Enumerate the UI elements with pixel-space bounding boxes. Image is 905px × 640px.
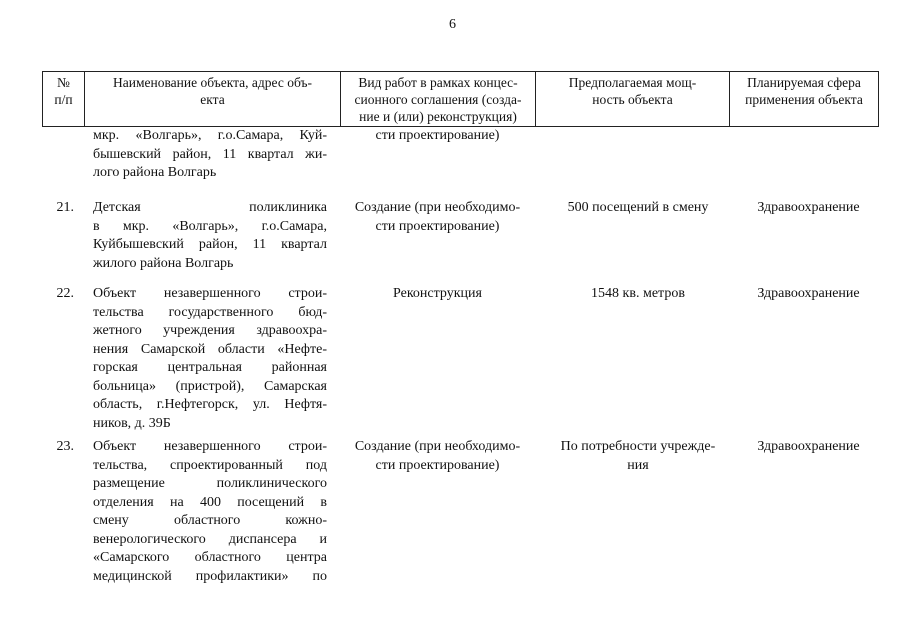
row-21-capacity: 500 посещений в смену [567, 200, 709, 215]
row-23-sphere: Здравоохранение [757, 439, 860, 454]
row-21-number: 21. [56, 200, 74, 215]
row-21-work: Создание (при необходимо- сти проектирование) [354, 200, 521, 234]
row-continuation-work: сти проектирование) [375, 128, 500, 143]
header-name: Наименование объекта, адрес объ- екта [84, 72, 340, 126]
row-22-name: Объект незавершенного строи- тельства государственного бюд- жетного учреждения здравоохра- нения Самарской области «Нефте- горская центральная районная больница» (пристрой), Самарская область, г.Нефтегорск, ул. Нефтя- ников, д. 39Б [93, 286, 327, 431]
row-22-work: Реконструкция [393, 286, 482, 301]
table-header [42, 71, 879, 127]
row-23-name: Объект незавершенного строи- тельства, спроектированный под размещение поликлинического отделения на 400 посещений в смену областного кожно- венерологического диспансера и «Самарского областного центра медицинской профилактики» по [93, 439, 327, 584]
row-23-capacity: По потребности учрежде- ния [560, 439, 716, 473]
row-22-capacity: 1548 кв. метров [591, 286, 685, 301]
header-sphere: Планируемая сфера применения объекта [729, 72, 878, 126]
row-21-sphere: Здравоохранение [757, 200, 860, 215]
page-number: 6 [449, 17, 456, 32]
header-work: Вид работ в рамках концес- сионного соглашения (созда- ние и (или) реконструкция) [340, 72, 535, 126]
header-num: № п/п [54, 75, 73, 107]
row-22-number: 22. [56, 286, 74, 301]
row-23-number: 23. [56, 439, 74, 454]
row-continuation-name: мкр. «Волгарь», г.о.Самара, Куй- бышевский район, 11 квартал жи- лого района Волгарь [93, 128, 327, 180]
row-22-sphere: Здравоохранение [757, 286, 860, 301]
row-21-name: Детская поликлиника в мкр. «Волгарь», г.о.Самара, Куйбышевский район, 11 квартал жилого района Волгарь [93, 200, 327, 271]
header-capacity: Предполагаемая мощ- ность объекта [535, 72, 729, 126]
row-23-work: Создание (при необходимо- сти проектирование) [354, 439, 521, 473]
